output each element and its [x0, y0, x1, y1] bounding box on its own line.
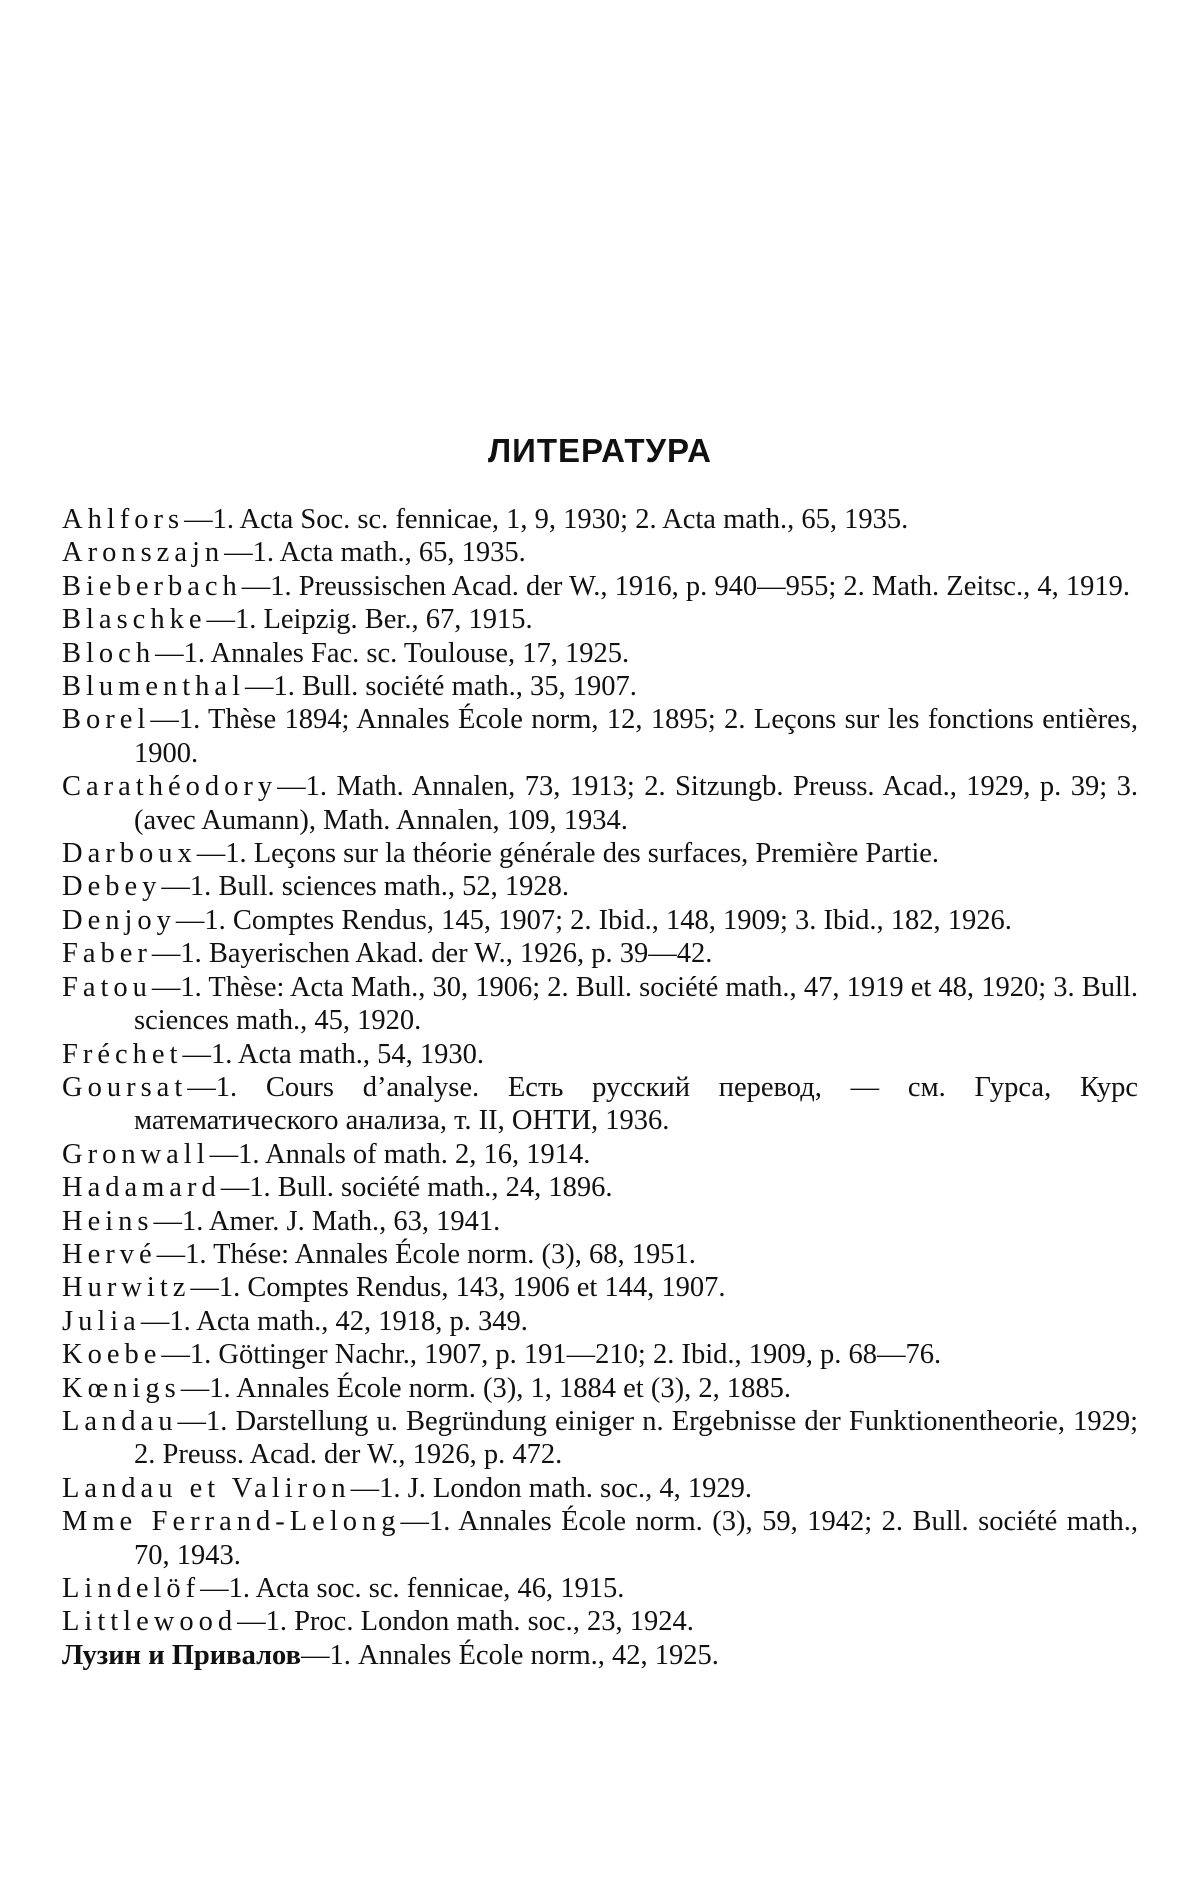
bibliography-entry — [62, 971, 1138, 1038]
bibliography-list — [62, 503, 1138, 1672]
bibliography-entry — [62, 1338, 1138, 1371]
entry-text: —1. Bull. société math., 24, 1896. — [220, 1172, 613, 1204]
bibliography-entry — [62, 870, 1138, 903]
entry-author: Faber — [62, 938, 152, 970]
bibliography-entry — [62, 603, 1138, 636]
entry-author: Landau et Valiron — [62, 1472, 351, 1504]
bibliography-entry — [62, 1472, 1138, 1505]
entry-text: —1. Comptes Rendus, 143, 1906 et 144, 1907. — [190, 1272, 726, 1304]
entry-text: —1. Cours d’analyse. Есть русский перевод, — см. Гурса, Курс математического анализа, т. II, ОНТИ, 1936. — [134, 1071, 1138, 1137]
bibliography-entry — [62, 1605, 1138, 1638]
entry-author: Bloch — [62, 637, 156, 669]
entry-author: Fatou — [62, 971, 152, 1003]
entry-text: —1. Thèse 1894; Annales École norm, 12, 1895; 2. Leçons sur les fonctions entières, 1900. — [134, 704, 1138, 769]
entry-author: Koebe — [62, 1339, 162, 1371]
entry-author: Ahlfors — [62, 504, 185, 535]
entry-author: Hurwitz — [62, 1272, 191, 1304]
entry-text: —1. Acta math., 65, 1935. — [224, 537, 526, 569]
entry-text: —1. Bull. sciences math., 52, 1928. — [161, 871, 570, 903]
entry-text: —1. Bayerischen Akad. der W., 1926, p. 39—42. — [151, 938, 713, 970]
entry-text: —1. Annales École norm. (3), 1, 1884 et (3), 2, 1885. — [180, 1372, 791, 1404]
bibliography-entry — [62, 1171, 1138, 1204]
entry-text: —1. Acta math., 42, 1918, p. 349. — [140, 1305, 528, 1337]
entry-text: —1. Leçons sur la théorie générale des surfaces, Première Partie. — [196, 838, 940, 870]
entry-author: Aronszajn — [62, 537, 225, 569]
entry-text: —1. Acta math., 54, 1930. — [182, 1038, 485, 1070]
bibliography-entry — [62, 1405, 1138, 1472]
entry-text: —1. Annales École norm. (3), 59, 1942; 2. Bull. société math., 70, 1943. — [134, 1506, 1138, 1571]
entry-author: Julia — [62, 1305, 141, 1337]
bibliography-entry — [62, 670, 1138, 703]
entry-author: Carathéodory — [62, 771, 278, 803]
bibliography-entry — [62, 703, 1138, 770]
entry-text: —1. Annales Fac. sc. Toulouse, 17, 1925. — [155, 637, 630, 669]
bibliography-entry — [62, 1572, 1138, 1605]
entry-author: Blaschke — [62, 604, 207, 636]
bibliography-entry — [62, 904, 1138, 937]
entry-text: —1. Preussischen Acad. der W., 1916, p. 940—955; 2. Math. Zeitsc., 4, 1919. — [241, 570, 1130, 602]
entry-text: —1. Leipzig. Ber., 67, 1915. — [206, 604, 533, 636]
entry-text: —1. Proc. London math. soc., 23, 1924. — [237, 1606, 694, 1638]
entry-text: —1. Göttinger Nachr., 1907, p. 191—210; 2. Ibid., 1909, p. 68—76. — [161, 1339, 942, 1371]
entry-text: —1. Comptes Rendus, 145, 1907; 2. Ibid., 148, 1909; 3. Ibid., 182, 1926. — [175, 904, 1012, 936]
entry-author: Kœnigs — [62, 1372, 181, 1404]
entry-text: —1. J. London math. soc., 4, 1929. — [350, 1472, 753, 1504]
entry-text: —1. Darstellung u. Begründung einiger n. Ergebnisse der Funktionentheorie, 1929; 2. Preuss. Acad. der W., 1926, p. 472. — [134, 1405, 1138, 1471]
entry-author: Landau — [62, 1405, 178, 1437]
entry-author: Littlewood — [62, 1606, 238, 1638]
bibliography-entry — [62, 503, 1138, 536]
bibliography-entry — [62, 1271, 1138, 1304]
bibliography-entry — [62, 536, 1138, 569]
entry-author: Hadamard — [62, 1172, 221, 1204]
entry-author: Hervé — [62, 1238, 157, 1270]
entry-author: Lindelöf — [62, 1573, 201, 1604]
entry-author: Лузин и Привалов — [62, 1639, 301, 1671]
bibliography-entry — [62, 1639, 1138, 1672]
entry-author: Blumenthal — [62, 671, 245, 703]
entry-author: Heins — [62, 1205, 154, 1237]
bibliography-entry — [62, 1071, 1138, 1138]
page-title: ЛИТЕРАТУРА — [488, 432, 712, 469]
entry-text: —1. Annals of math. 2, 16, 1914. — [209, 1138, 591, 1170]
bibliography-entry — [62, 1505, 1138, 1572]
entry-author: Debey — [62, 871, 162, 903]
entry-author: Darboux — [62, 838, 197, 870]
bibliography-entry — [62, 937, 1138, 970]
bibliography-entry — [62, 1038, 1138, 1071]
entry-author: Goursat — [62, 1071, 188, 1103]
entry-text: —1. Amer. J. Math., 63, 1941. — [153, 1205, 501, 1237]
entry-author: Fréchet — [62, 1038, 183, 1070]
entry-text: —1. Thèse: Acta Math., 30, 1906; 2. Bull. société math., 47, 1919 et 48, 1920; 3. Bull. sciences math., 45, 1920. — [134, 971, 1138, 1037]
bibliography-entry — [62, 837, 1138, 870]
bibliography-entry — [62, 637, 1138, 670]
entry-text: —1. Math. Annalen, 73, 1913; 2. Sitzungb. Preuss. Acad., 1929, p. 39; 3. (avec Aumann), Math. Annalen, 109, 1934. — [134, 771, 1138, 836]
entry-text: —1. Bull. société math., 35, 1907. — [244, 671, 637, 703]
bibliography-entry — [62, 1138, 1138, 1171]
bibliography-entry — [62, 1305, 1138, 1338]
entry-text: —1. Acta soc. sc. fennicae, 46, 1915. — [200, 1573, 625, 1604]
bibliography-entry — [62, 1372, 1138, 1405]
entry-author: Mme Ferrand-Lelong — [62, 1506, 401, 1538]
bibliography-entry — [62, 1205, 1138, 1238]
entry-text: —1. Thése: Annales École norm. (3), 68, 1951. — [156, 1238, 696, 1270]
entry-text: —1. Acta Soc. sc. fennicae, 1, 9, 1930; 2. Acta math., 65, 1935. — [184, 504, 909, 535]
entry-author: Denjoy — [62, 904, 176, 936]
bibliography-entry — [62, 570, 1138, 603]
entry-author: Borel — [62, 704, 151, 736]
entry-author: Bieberbach — [62, 570, 242, 602]
entry-author: Gronwall — [62, 1138, 210, 1170]
bibliography-entry — [62, 770, 1138, 837]
entry-text: —1. Annales École norm., 42, 1925. — [301, 1639, 719, 1671]
bibliography-entry — [62, 1238, 1138, 1271]
